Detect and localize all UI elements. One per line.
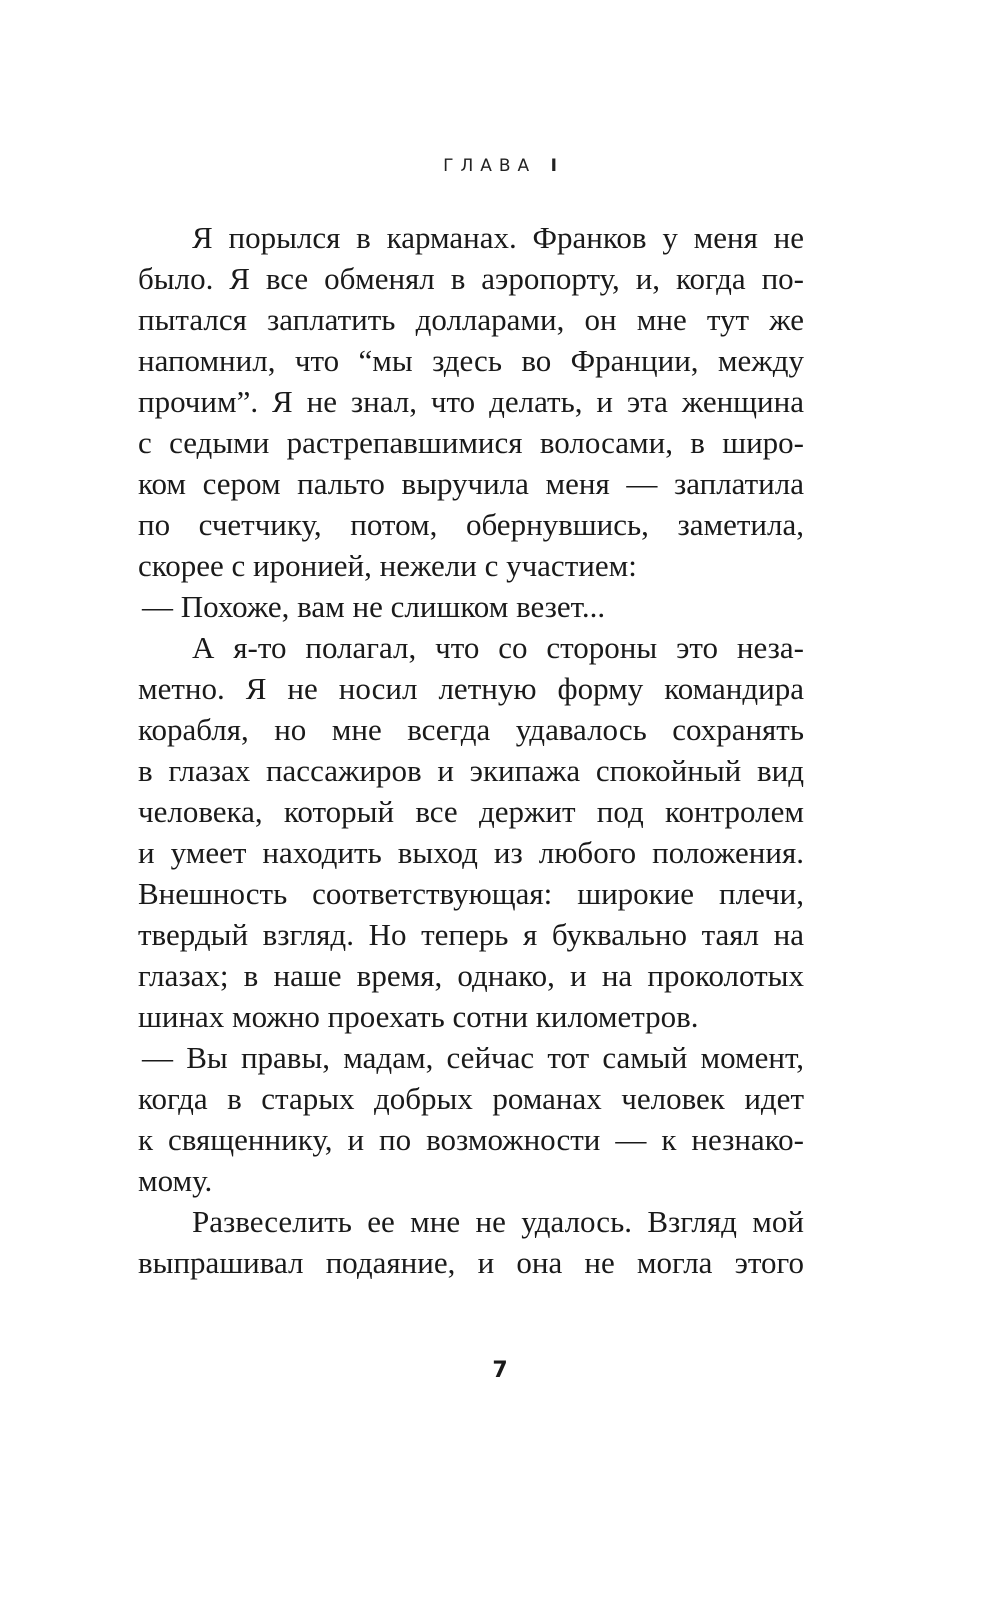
dialogue-line: — Похоже, вам не слишком везет... [142, 589, 606, 624]
text-line: человека, который все держит под контролем [138, 794, 804, 829]
text-line: глазах; в наше время, однако, и на проколотых [138, 958, 804, 993]
text-line: А я-то полагал, что со стороны это неза- [192, 630, 804, 665]
body-text [138, 217, 804, 1283]
text-line: корабля, но мне всегда удавалось сохранять [138, 712, 804, 747]
dialogue-line: — Вы правы, мадам, сейчас тот самый момент, [142, 1040, 804, 1075]
text-line: метно. Я не носил летную форму командира [138, 671, 804, 706]
text-line: твердый взгляд. Но теперь я буквально таял на [138, 917, 804, 952]
text-line: и умеет находить выход из любого положения. [138, 835, 804, 870]
text-line: Я порылся в карманах. Франков у меня не [192, 220, 804, 255]
page-number: 7 [492, 1358, 508, 1383]
text-line: Внешность соответствующая: широкие плечи, [138, 876, 804, 911]
text-line: выпрашивал подаяние, и она не могла этого [138, 1245, 804, 1280]
text-line: напомнил, что “мы здесь во Франции, между [138, 343, 804, 378]
text-line: в глазах пассажиров и экипажа спокойный вид [138, 753, 804, 788]
text-line: шинах можно проехать сотни километров. [138, 999, 699, 1034]
text-line: ком сером пальто выручила меня — заплатила [138, 466, 804, 501]
text-line: по счетчику, потом, обернувшись, заметила, [138, 507, 804, 542]
text-line: прочим”. Я не знал, что делать, и эта женщина [138, 384, 804, 419]
text-line: Развеселить ее мне не удалось. Взгляд мой [192, 1204, 804, 1239]
text-line: с седыми растрепавшимися волосами, в широ- [138, 425, 804, 460]
text-line: скорее с иронией, нежели с участием: [138, 548, 637, 583]
chapter-label: ГЛАВА [443, 156, 537, 176]
text-line: было. Я все обменял в аэропорту, и, когда по- [138, 261, 804, 296]
text-line: пытался заплатить долларами, он мне тут же [138, 302, 804, 337]
running-head [0, 154, 1000, 178]
text-line: мому. [138, 1163, 213, 1198]
text-line: когда в старых добрых романах человек идет [138, 1081, 804, 1116]
chapter-number: I [550, 156, 557, 176]
text-line: к священнику, и по возможности — к незнако- [138, 1122, 804, 1157]
